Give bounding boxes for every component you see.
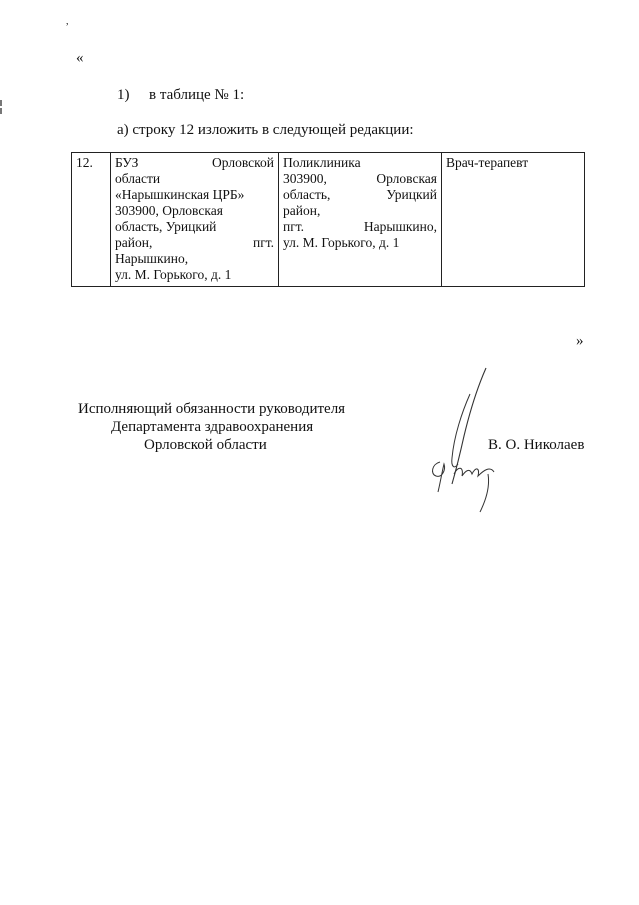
- signatory-title-line-2: Департамента здравоохранения: [111, 419, 314, 435]
- organization-line: области: [115, 171, 161, 186]
- margin-tick: [0, 108, 2, 114]
- signer-name: В. О. Николаев: [488, 437, 585, 453]
- amendment-item-1: [117, 87, 244, 104]
- amendment-table: [71, 152, 585, 287]
- closing-quote: »: [576, 333, 584, 349]
- organization-line: 303900, Орловская: [115, 203, 223, 218]
- organization-line: «Нарышкинская ЦРБ»: [115, 187, 245, 202]
- row-number-cell: 12.: [72, 153, 111, 287]
- organization-line: БУЗ Орловской: [115, 155, 274, 170]
- organization-line: район, пгт.: [115, 235, 274, 250]
- organization-line: ул. М. Горького, д. 1: [115, 267, 232, 282]
- address-line: ул. М. Горького, д. 1: [283, 235, 400, 250]
- organization-cell: [111, 153, 279, 287]
- address-line: пгт. Нарышкино,: [283, 219, 437, 234]
- signatory-title-line-3: Орловской области: [144, 437, 267, 453]
- table-row: [72, 153, 585, 287]
- signatory-title-line-1: Исполняющий обязанности руководителя: [78, 401, 346, 417]
- opening-quote: «: [76, 50, 84, 66]
- address-cell: [279, 153, 442, 287]
- position-cell: Врач-терапевт: [442, 153, 585, 287]
- margin-tick: [0, 100, 2, 106]
- address-line: Поликлиника: [283, 155, 361, 170]
- item-number: 1): [117, 87, 130, 103]
- organization-line: область, Урицкий: [115, 219, 217, 234]
- address-line: 303900, Орловская: [283, 171, 437, 186]
- item-text: в таблице № 1:: [149, 87, 245, 103]
- address-line: область, Урицкий: [283, 187, 437, 202]
- address-line: район,: [283, 203, 321, 218]
- amendment-subitem-a: а) строку 12 изложить в следующей редакции:: [117, 122, 414, 138]
- corner-mark: ,: [66, 16, 69, 27]
- organization-line: Нарышкино,: [115, 251, 189, 266]
